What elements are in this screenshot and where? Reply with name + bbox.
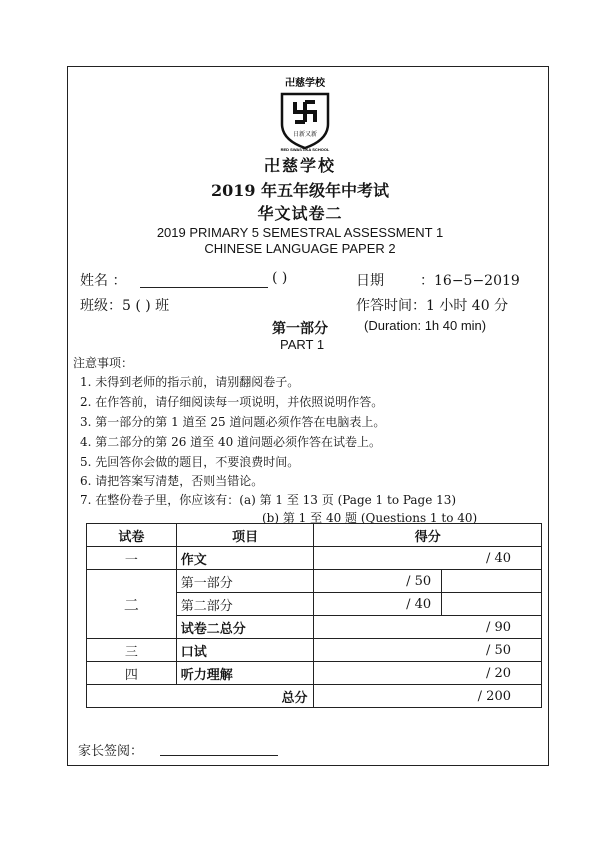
row-score: / 20: [314, 662, 542, 685]
duration: (Duration: 1h 40 min): [364, 318, 487, 333]
row-blank: [442, 570, 542, 593]
row-sub-score: / 40: [314, 593, 442, 616]
name-label: 姓名 ：: [80, 273, 127, 289]
row-paper: 二: [87, 570, 177, 639]
table-row: [87, 662, 542, 685]
header-paper: 试卷: [87, 524, 177, 547]
note-item: 5. 先回答你会做的题目，不要浪费时间。: [80, 455, 300, 469]
section-title: 第一部分: [272, 321, 328, 337]
row-item: 口试: [176, 639, 314, 662]
note-item: 3. 第一部分的第 1 道至 25 道问题必须作答在电脑表上。: [80, 415, 386, 429]
row-item: 听力理解: [176, 662, 314, 685]
row-score: / 40: [314, 547, 542, 570]
index-paren: ( ): [272, 270, 288, 286]
table-header-row: [87, 524, 542, 547]
svg-text:日新又新: 日新又新: [292, 131, 318, 138]
name-line[interactable]: [140, 287, 268, 288]
row-item: 第一部分: [176, 570, 314, 593]
row-paper: 一: [87, 547, 177, 570]
row-item: 第二部分: [176, 593, 314, 616]
table-row: [87, 547, 542, 570]
exam-title: 2019 年五年级年中考试: [210, 181, 390, 200]
note-item: 2. 在作答前，请仔细阅读每一项说明，并依照说明作答。: [80, 395, 384, 409]
table-total-row: [87, 685, 542, 708]
row-paper: 三: [87, 639, 177, 662]
part-label: PART 1: [280, 337, 325, 352]
date-value: ：16−5−2019: [420, 273, 520, 289]
score-table: [86, 523, 542, 708]
table-row: [87, 570, 542, 593]
time-label: 作答时间：1 小时 40 分: [356, 298, 509, 314]
parent-signature-line[interactable]: [160, 755, 278, 756]
total-label: 总分: [87, 685, 314, 708]
total-score: / 200: [314, 685, 542, 708]
row-score: / 90: [314, 616, 542, 639]
school-name: 卍慈学校: [263, 156, 336, 175]
class-label: 班级：5 ( ) 班: [80, 298, 170, 314]
header-score: 得分: [314, 524, 542, 547]
notes-title: 注意事项：: [73, 356, 134, 370]
row-score: / 50: [314, 639, 542, 662]
row-sub-score: / 50: [314, 570, 442, 593]
paper-title: 华文试卷二: [257, 204, 343, 223]
note-item: 6. 请把答案写清楚，否则当错论。: [80, 474, 264, 488]
note-item: 7. 在整份卷子里，你应该有：(a) 第 1 至 13 页 (Page 1 to Page 13): [80, 493, 457, 507]
svg-text:卍慈学校: 卍慈学校: [285, 78, 325, 89]
school-logo: [270, 72, 340, 152]
row-item: 试卷二总分: [176, 616, 314, 639]
row-paper: 四: [87, 662, 177, 685]
date-label: 日期: [356, 273, 384, 289]
note-item: 4. 第二部分的第 26 道至 40 道问题必须作答在试卷上。: [80, 435, 382, 449]
header-item: 项目: [176, 524, 314, 547]
english-title-line1: 2019 PRIMARY 5 SEMESTRAL ASSESSMENT 1: [156, 225, 444, 240]
table-row: [87, 639, 542, 662]
row-blank: [442, 593, 542, 616]
note-item: (b) 第 1 至 40 题 (Questions 1 to 40): [262, 511, 478, 525]
parent-signature-label: 家长签阅：: [78, 744, 144, 759]
english-title-line2: CHINESE LANGUAGE PAPER 2: [204, 241, 396, 256]
logo-english-text: RED SWASTIKA SCHOOL: [280, 147, 330, 152]
note-item: 1. 未得到老师的指示前，请别翻阅卷子。: [80, 375, 300, 389]
row-item: 作文: [176, 547, 314, 570]
